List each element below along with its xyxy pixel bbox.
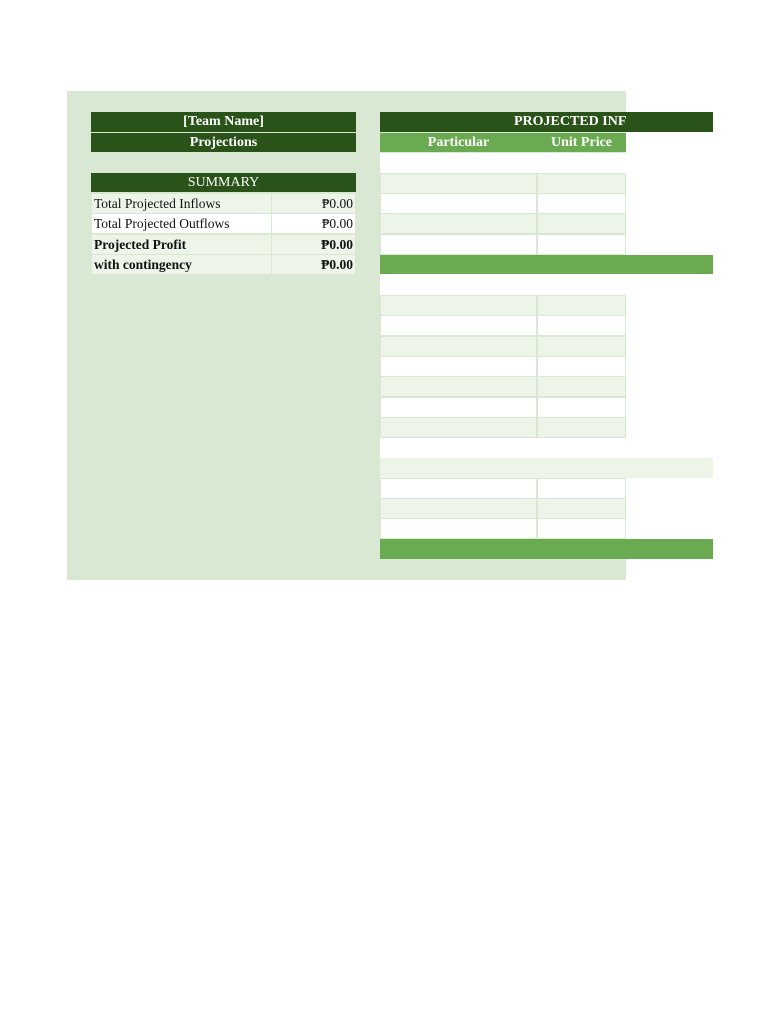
spacer-row	[380, 438, 626, 458]
particular-cell[interactable]	[380, 356, 537, 377]
summary-value-cell[interactable]	[271, 254, 356, 275]
particular-cell[interactable]	[380, 193, 537, 214]
section-total-bar[interactable]	[380, 255, 713, 274]
summary-label: with contingency	[94, 256, 192, 272]
unit-price-cell[interactable]	[537, 518, 626, 539]
unit-price-cell[interactable]	[537, 315, 626, 336]
summary-value-cell[interactable]	[271, 193, 356, 214]
particular-cell[interactable]	[380, 518, 537, 539]
summary-label-cell[interactable]	[91, 213, 272, 234]
team-name-header[interactable]	[91, 112, 356, 132]
particular-cell[interactable]	[380, 478, 537, 499]
spacer-row	[380, 274, 626, 295]
summary-header[interactable]	[91, 173, 356, 192]
summary-value: ₱0.00	[321, 215, 353, 231]
summary-label-cell[interactable]	[91, 254, 272, 275]
particular-cell[interactable]	[380, 417, 537, 438]
summary-label-cell[interactable]	[91, 234, 272, 255]
unit-price-cell[interactable]	[537, 295, 626, 316]
particular-cell[interactable]	[380, 234, 537, 255]
unit-price-cell[interactable]	[537, 336, 626, 357]
subsection-header-row[interactable]	[380, 458, 713, 478]
particular-cell[interactable]	[380, 397, 537, 418]
projections-header[interactable]	[91, 133, 356, 152]
unit-price-cell[interactable]	[537, 356, 626, 377]
projected-table-title-text: PROJECTED INF	[514, 114, 627, 129]
summary-label-cell[interactable]	[91, 193, 272, 214]
summary-label: Total Projected Inflows	[94, 195, 221, 211]
particular-cell[interactable]	[380, 315, 537, 336]
column-header-text: Unit Price	[550, 134, 613, 150]
particular-cell[interactable]	[380, 336, 537, 357]
summary-label: Total Projected Outflows	[94, 215, 230, 231]
unit-price-cell[interactable]	[537, 397, 626, 418]
summary-value-cell[interactable]	[271, 234, 356, 255]
spacer-row	[380, 153, 626, 173]
column-header-text: Particular	[427, 134, 490, 150]
unit-price-cell[interactable]	[537, 213, 626, 234]
particular-cell[interactable]	[380, 295, 537, 316]
team-name-text: [Team Name]	[183, 114, 264, 129]
summary-value: ₱0.00	[321, 236, 353, 252]
projections-text: Projections	[189, 134, 258, 150]
unit-price-cell[interactable]	[537, 478, 626, 499]
unit-price-cell[interactable]	[537, 417, 626, 438]
summary-title: SUMMARY	[187, 174, 260, 190]
particular-cell[interactable]	[380, 498, 537, 519]
column-header-unit-price[interactable]	[537, 133, 626, 152]
unit-price-cell[interactable]	[537, 173, 626, 194]
unit-price-cell[interactable]	[537, 193, 626, 214]
unit-price-cell[interactable]	[537, 234, 626, 255]
unit-price-cell[interactable]	[537, 376, 626, 397]
particular-cell[interactable]	[380, 213, 537, 234]
summary-label: Projected Profit	[94, 236, 187, 252]
summary-value-cell[interactable]	[271, 213, 356, 234]
section-total-bar[interactable]	[380, 539, 713, 559]
particular-cell[interactable]	[380, 376, 537, 397]
particular-cell[interactable]	[380, 173, 537, 194]
projected-table-title[interactable]	[380, 112, 713, 132]
summary-value: ₱0.00	[321, 195, 353, 211]
column-header-particular[interactable]	[380, 133, 537, 152]
unit-price-cell[interactable]	[537, 498, 626, 519]
summary-value: ₱0.00	[321, 256, 353, 272]
